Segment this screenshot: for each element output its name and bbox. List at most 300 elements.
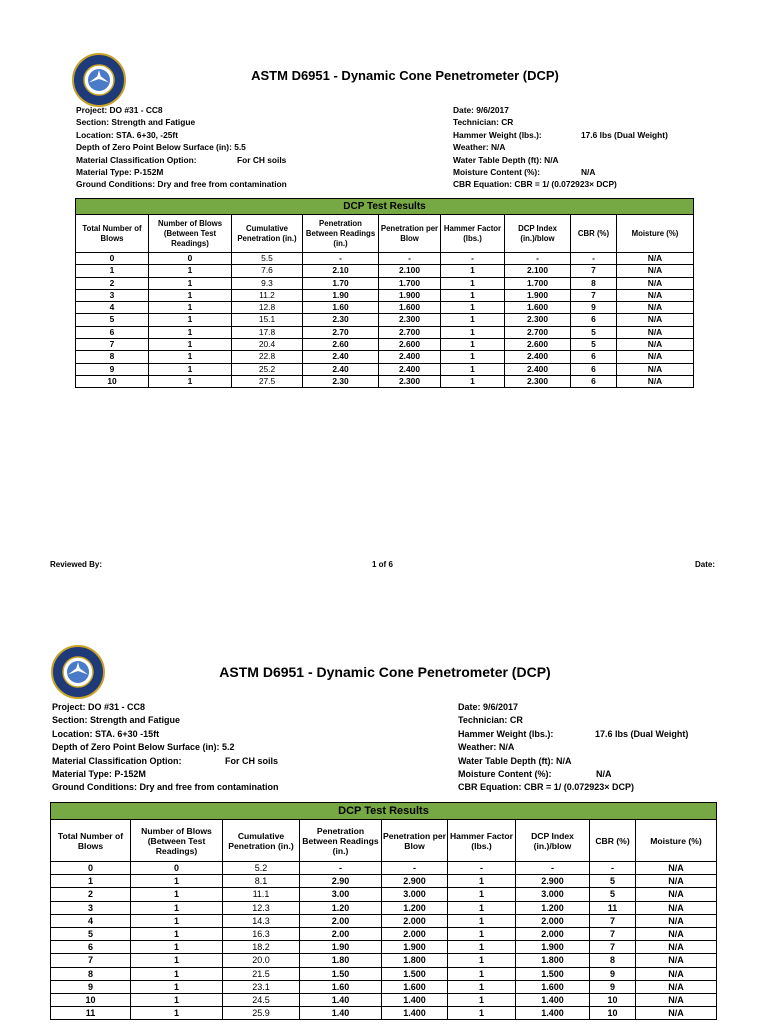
page-title: ASTM D6951 - Dynamic Cone Penetrometer (DCP) bbox=[219, 664, 551, 680]
table-row bbox=[76, 265, 694, 277]
cell-dcp-index: - bbox=[505, 253, 571, 265]
col-cbr: CBR (%) bbox=[571, 215, 617, 253]
project-info-right bbox=[453, 104, 668, 191]
cell-cbr: 6 bbox=[571, 351, 617, 363]
cell-moisture: N/A bbox=[636, 888, 717, 901]
cell-cbr: 5 bbox=[571, 339, 617, 351]
cell-hammer-factor: 1 bbox=[441, 326, 505, 338]
cell-hammer-factor: 1 bbox=[441, 302, 505, 314]
cell-total-blows: 0 bbox=[76, 253, 149, 265]
cell-cumulative-penetration: 21.5 bbox=[223, 967, 300, 980]
cell-penetration-between: 1.50 bbox=[300, 967, 382, 980]
cell-moisture: N/A bbox=[617, 326, 694, 338]
cell-penetration-per-blow: 2.600 bbox=[379, 339, 441, 351]
cell-total-blows: 6 bbox=[76, 326, 149, 338]
location-line: Location: STA. 6+30, -25ft bbox=[76, 129, 178, 140]
cell-hammer-factor: 1 bbox=[441, 314, 505, 326]
table-body bbox=[51, 862, 717, 1020]
cell-blows-between: 1 bbox=[131, 1007, 223, 1020]
cell-cbr: 7 bbox=[571, 289, 617, 301]
cell-penetration-between: 3.00 bbox=[300, 888, 382, 901]
cell-penetration-per-blow: 1.600 bbox=[379, 302, 441, 314]
cell-cbr: 7 bbox=[590, 928, 636, 941]
cell-cbr: 7 bbox=[571, 265, 617, 277]
cell-hammer-factor: 1 bbox=[441, 339, 505, 351]
table-row bbox=[76, 314, 694, 326]
table-row bbox=[76, 351, 694, 363]
location-line: Location: STA. 6+30 -15ft bbox=[52, 728, 160, 739]
cell-penetration-per-blow: 2.000 bbox=[382, 928, 448, 941]
cell-total-blows: 2 bbox=[51, 888, 131, 901]
cell-cbr: 5 bbox=[590, 888, 636, 901]
material-class-line: Material Classification Option: bbox=[52, 755, 182, 766]
report-page-2 bbox=[0, 600, 768, 1024]
cell-blows-between: 1 bbox=[149, 277, 232, 289]
cell-cumulative-penetration: 27.5 bbox=[232, 375, 303, 387]
table-row bbox=[51, 1007, 717, 1020]
section-line: Section: Strength and Fatigue bbox=[52, 715, 181, 726]
cell-dcp-index: 1.600 bbox=[505, 302, 571, 314]
cell-penetration-per-blow: 1.900 bbox=[379, 289, 441, 301]
material-class-value: For CH soils bbox=[237, 154, 287, 165]
cell-cumulative-penetration: 5.2 bbox=[223, 862, 300, 875]
cbr-equation-line: CBR Equation: CBR = 1/ (0.072923× DCP) bbox=[453, 179, 617, 190]
technician-line: Technician: CR bbox=[458, 715, 523, 726]
cell-cumulative-penetration: 25.9 bbox=[223, 1007, 300, 1020]
cell-cumulative-penetration: 8.1 bbox=[223, 875, 300, 888]
table-row bbox=[76, 339, 694, 351]
cell-cbr: 5 bbox=[590, 875, 636, 888]
cell-blows-between: 1 bbox=[131, 888, 223, 901]
cell-blows-between: 1 bbox=[131, 875, 223, 888]
cell-penetration-per-blow: 2.000 bbox=[382, 914, 448, 927]
col-dcp-index: DCP Index (in.)/blow bbox=[505, 215, 571, 253]
cell-total-blows: 8 bbox=[76, 351, 149, 363]
cell-dcp-index: 3.000 bbox=[516, 888, 590, 901]
cell-blows-between: 1 bbox=[131, 941, 223, 954]
col-cumulative-penetration: Cumulative Penetration (in.) bbox=[223, 820, 300, 862]
cell-dcp-index: 2.000 bbox=[516, 928, 590, 941]
cell-blows-between: 1 bbox=[131, 967, 223, 980]
cell-blows-between: 1 bbox=[131, 914, 223, 927]
section-line: Section: Strength and Fatigue bbox=[76, 117, 196, 128]
cell-cbr: 5 bbox=[571, 326, 617, 338]
cell-cbr: 6 bbox=[571, 375, 617, 387]
col-moisture: Moisture (%) bbox=[636, 820, 717, 862]
cell-cumulative-penetration: 16.3 bbox=[223, 928, 300, 941]
cell-hammer-factor: - bbox=[448, 862, 516, 875]
cell-moisture: N/A bbox=[617, 363, 694, 375]
hammer-weight-line: Hammer Weight (lbs.): bbox=[458, 728, 554, 739]
cell-dcp-index: 1.400 bbox=[516, 994, 590, 1007]
cell-dcp-index: 2.900 bbox=[516, 875, 590, 888]
cbr-equation-line: CBR Equation: CBR = 1/ (0.072923× DCP) bbox=[458, 782, 635, 793]
cell-dcp-index: 2.000 bbox=[516, 914, 590, 927]
cell-moisture: N/A bbox=[636, 928, 717, 941]
dcp-results-table bbox=[75, 198, 694, 388]
cell-penetration-per-blow: 2.100 bbox=[379, 265, 441, 277]
cell-penetration-between: - bbox=[300, 862, 382, 875]
cell-total-blows: 4 bbox=[76, 302, 149, 314]
cell-penetration-between: - bbox=[303, 253, 379, 265]
cell-cumulative-penetration: 7.6 bbox=[232, 265, 303, 277]
cell-hammer-factor: 1 bbox=[448, 980, 516, 993]
cell-dcp-index: 1.500 bbox=[516, 967, 590, 980]
project-line: Project: DO #31 - CC8 bbox=[76, 105, 163, 115]
cell-penetration-between: 2.70 bbox=[303, 326, 379, 338]
project-info-left bbox=[52, 701, 279, 795]
cell-cumulative-penetration: 25.2 bbox=[232, 363, 303, 375]
cell-total-blows: 2 bbox=[76, 277, 149, 289]
moisture-content-value: N/A bbox=[581, 167, 596, 177]
cell-total-blows: 5 bbox=[51, 928, 131, 941]
weather-line: Weather: N/A bbox=[453, 142, 506, 153]
cell-hammer-factor: 1 bbox=[448, 1007, 516, 1020]
cell-total-blows: 8 bbox=[51, 967, 131, 980]
col-penetration-between: Penetration Between Readings (in.) bbox=[303, 215, 379, 253]
cell-moisture: N/A bbox=[617, 289, 694, 301]
cell-total-blows: 10 bbox=[76, 375, 149, 387]
cell-moisture: N/A bbox=[636, 901, 717, 914]
reviewed-by-label: Reviewed By: bbox=[50, 560, 103, 569]
table-body bbox=[76, 253, 694, 388]
cell-cumulative-penetration: 12.8 bbox=[232, 302, 303, 314]
cell-blows-between: 1 bbox=[131, 901, 223, 914]
table-row bbox=[51, 888, 717, 901]
cell-cumulative-penetration: 5.5 bbox=[232, 253, 303, 265]
cell-moisture: N/A bbox=[636, 941, 717, 954]
cell-blows-between: 0 bbox=[131, 862, 223, 875]
cell-penetration-between: 1.60 bbox=[303, 302, 379, 314]
page-number: 1 of 6 bbox=[372, 560, 393, 569]
col-dcp-index: DCP Index (in.)/blow bbox=[516, 820, 590, 862]
cell-penetration-between: 1.40 bbox=[300, 1007, 382, 1020]
table-title: DCP Test Results bbox=[51, 803, 717, 820]
cell-total-blows: 9 bbox=[76, 363, 149, 375]
moisture-content-value: N/A bbox=[596, 769, 612, 779]
table-row bbox=[76, 375, 694, 387]
weather-line: Weather: N/A bbox=[458, 742, 515, 753]
cell-cbr: 10 bbox=[590, 994, 636, 1007]
material-class-value: For CH soils bbox=[225, 755, 279, 766]
cell-hammer-factor: - bbox=[441, 253, 505, 265]
cell-penetration-between: 2.00 bbox=[300, 914, 382, 927]
cell-dcp-index: 1.900 bbox=[516, 941, 590, 954]
project-info-right bbox=[458, 701, 689, 795]
table-row bbox=[51, 967, 717, 980]
date-label: Date: bbox=[695, 560, 716, 569]
cell-penetration-between: 2.40 bbox=[303, 363, 379, 375]
cell-dcp-index: 1.200 bbox=[516, 901, 590, 914]
cell-penetration-between: 1.40 bbox=[300, 994, 382, 1007]
cell-dcp-index: 1.800 bbox=[516, 954, 590, 967]
cell-hammer-factor: 1 bbox=[448, 954, 516, 967]
cell-penetration-per-blow: 2.700 bbox=[379, 326, 441, 338]
col-hammer-factor: Hammer Factor (lbs.) bbox=[441, 215, 505, 253]
cell-cbr: 7 bbox=[590, 914, 636, 927]
cell-blows-between: 1 bbox=[149, 314, 232, 326]
table-row bbox=[76, 302, 694, 314]
cell-cbr: 8 bbox=[590, 954, 636, 967]
table-row bbox=[51, 875, 717, 888]
col-penetration-per-blow: Penetration per Blow bbox=[379, 215, 441, 253]
table-title: DCP Test Results bbox=[76, 199, 694, 215]
faa-seal-icon bbox=[51, 645, 105, 699]
cell-penetration-per-blow: 1.800 bbox=[382, 954, 448, 967]
cell-total-blows: 1 bbox=[51, 875, 131, 888]
depth-line: Depth of Zero Point Below Surface (in): 5.5 bbox=[76, 142, 246, 153]
cell-moisture: N/A bbox=[636, 967, 717, 980]
cell-hammer-factor: 1 bbox=[448, 941, 516, 954]
cell-moisture: N/A bbox=[617, 253, 694, 265]
cell-moisture: N/A bbox=[617, 265, 694, 277]
cell-cbr: 6 bbox=[571, 363, 617, 375]
cell-total-blows: 11 bbox=[51, 1007, 131, 1020]
table-row bbox=[51, 901, 717, 914]
cell-total-blows: 1 bbox=[76, 265, 149, 277]
faa-seal-icon bbox=[72, 53, 126, 107]
cell-cbr: - bbox=[590, 862, 636, 875]
col-penetration-per-blow: Penetration per Blow bbox=[382, 820, 448, 862]
cell-penetration-between: 2.40 bbox=[303, 351, 379, 363]
cell-penetration-between: 1.90 bbox=[303, 289, 379, 301]
cell-penetration-per-blow: 1.600 bbox=[382, 980, 448, 993]
project-info-left bbox=[76, 104, 287, 191]
cell-cbr: 9 bbox=[590, 967, 636, 980]
cell-moisture: N/A bbox=[636, 875, 717, 888]
cell-penetration-per-blow: 2.400 bbox=[379, 351, 441, 363]
cell-dcp-index: 1.700 bbox=[505, 277, 571, 289]
cell-penetration-between: 1.70 bbox=[303, 277, 379, 289]
material-type-line: Material Type: P-152M bbox=[76, 166, 164, 177]
dcp-results-table bbox=[50, 802, 717, 1020]
cell-moisture: N/A bbox=[617, 375, 694, 387]
cell-cbr: 11 bbox=[590, 901, 636, 914]
cell-cumulative-penetration: 9.3 bbox=[232, 277, 303, 289]
cell-cbr: 10 bbox=[590, 1007, 636, 1020]
cell-blows-between: 1 bbox=[149, 339, 232, 351]
table-row bbox=[51, 994, 717, 1007]
hammer-weight-value: 17.6 lbs (Dual Weight) bbox=[595, 728, 689, 739]
table-row bbox=[51, 862, 717, 875]
table-row bbox=[76, 363, 694, 375]
cell-moisture: N/A bbox=[617, 339, 694, 351]
cell-total-blows: 3 bbox=[76, 289, 149, 301]
cell-blows-between: 1 bbox=[149, 351, 232, 363]
table-row bbox=[51, 928, 717, 941]
cell-blows-between: 1 bbox=[149, 363, 232, 375]
cell-penetration-per-blow: 1.500 bbox=[382, 967, 448, 980]
page-title: ASTM D6951 - Dynamic Cone Penetrometer (DCP) bbox=[251, 68, 559, 83]
cell-penetration-between: 1.20 bbox=[300, 901, 382, 914]
cell-penetration-between: 2.30 bbox=[303, 314, 379, 326]
cell-moisture: N/A bbox=[636, 994, 717, 1007]
cell-cumulative-penetration: 23.1 bbox=[223, 980, 300, 993]
material-class-line: Material Classification Option: bbox=[76, 154, 197, 165]
cell-cbr: 9 bbox=[590, 980, 636, 993]
cell-cumulative-penetration: 22.8 bbox=[232, 351, 303, 363]
date-line: Date: 9/6/2017 bbox=[458, 702, 519, 712]
table-row bbox=[51, 914, 717, 927]
depth-line: Depth of Zero Point Below Surface (in): 5.2 bbox=[52, 742, 235, 753]
cell-penetration-between: 2.10 bbox=[303, 265, 379, 277]
cell-cbr: 8 bbox=[571, 277, 617, 289]
cell-hammer-factor: 1 bbox=[441, 265, 505, 277]
col-cbr: CBR (%) bbox=[590, 820, 636, 862]
cell-total-blows: 0 bbox=[51, 862, 131, 875]
cell-dcp-index: 2.300 bbox=[505, 375, 571, 387]
cell-hammer-factor: 1 bbox=[448, 888, 516, 901]
cell-blows-between: 1 bbox=[131, 954, 223, 967]
cell-total-blows: 6 bbox=[51, 941, 131, 954]
col-blows-between: Number of Blows (Between Test Readings) bbox=[131, 820, 223, 862]
cell-cumulative-penetration: 11.1 bbox=[223, 888, 300, 901]
cell-penetration-per-blow: 3.000 bbox=[382, 888, 448, 901]
cell-dcp-index: 2.300 bbox=[505, 314, 571, 326]
moisture-content-line: Moisture Content (%): bbox=[453, 166, 540, 177]
date-line: Date: 9/6/2017 bbox=[453, 105, 509, 115]
cell-penetration-per-blow: - bbox=[379, 253, 441, 265]
cell-blows-between: 0 bbox=[149, 253, 232, 265]
cell-dcp-index: 2.400 bbox=[505, 363, 571, 375]
cell-hammer-factor: 1 bbox=[448, 967, 516, 980]
cell-cumulative-penetration: 15.1 bbox=[232, 314, 303, 326]
cell-penetration-between: 1.80 bbox=[300, 954, 382, 967]
table-row bbox=[76, 326, 694, 338]
cell-blows-between: 1 bbox=[149, 375, 232, 387]
cell-moisture: N/A bbox=[617, 314, 694, 326]
table-row bbox=[76, 253, 694, 265]
cell-blows-between: 1 bbox=[149, 289, 232, 301]
water-table-line: Water Table Depth (ft): N/A bbox=[453, 154, 559, 165]
cell-dcp-index: 1.400 bbox=[516, 1007, 590, 1020]
cell-moisture: N/A bbox=[617, 351, 694, 363]
col-hammer-factor: Hammer Factor (lbs.) bbox=[448, 820, 516, 862]
cell-moisture: N/A bbox=[636, 980, 717, 993]
cell-cbr: 7 bbox=[590, 941, 636, 954]
table-row bbox=[76, 289, 694, 301]
table-row bbox=[51, 954, 717, 967]
col-moisture: Moisture (%) bbox=[617, 215, 694, 253]
cell-moisture: N/A bbox=[636, 862, 717, 875]
cell-moisture: N/A bbox=[617, 302, 694, 314]
col-cumulative-penetration: Cumulative Penetration (in.) bbox=[232, 215, 303, 253]
cell-hammer-factor: 1 bbox=[448, 914, 516, 927]
cell-cumulative-penetration: 18.2 bbox=[223, 941, 300, 954]
cell-dcp-index: 2.400 bbox=[505, 351, 571, 363]
cell-total-blows: 10 bbox=[51, 994, 131, 1007]
cell-penetration-per-blow: 1.900 bbox=[382, 941, 448, 954]
technician-line: Technician: CR bbox=[453, 117, 514, 128]
cell-cbr: 9 bbox=[571, 302, 617, 314]
cell-penetration-per-blow: 1.700 bbox=[379, 277, 441, 289]
cell-blows-between: 1 bbox=[149, 326, 232, 338]
cell-hammer-factor: 1 bbox=[441, 277, 505, 289]
cell-penetration-per-blow: 2.300 bbox=[379, 314, 441, 326]
cell-blows-between: 1 bbox=[131, 994, 223, 1007]
table-row bbox=[51, 980, 717, 993]
cell-total-blows: 4 bbox=[51, 914, 131, 927]
cell-dcp-index: 2.100 bbox=[505, 265, 571, 277]
cell-dcp-index: 2.600 bbox=[505, 339, 571, 351]
cell-total-blows: 3 bbox=[51, 901, 131, 914]
cell-penetration-per-blow: 1.400 bbox=[382, 994, 448, 1007]
water-table-line: Water Table Depth (ft): N/A bbox=[458, 755, 572, 766]
cell-cumulative-penetration: 14.3 bbox=[223, 914, 300, 927]
cell-total-blows: 7 bbox=[51, 954, 131, 967]
cell-cumulative-penetration: 24.5 bbox=[223, 994, 300, 1007]
cell-hammer-factor: 1 bbox=[441, 363, 505, 375]
cell-penetration-between: 2.30 bbox=[303, 375, 379, 387]
cell-penetration-between: 2.00 bbox=[300, 928, 382, 941]
cell-blows-between: 1 bbox=[149, 265, 232, 277]
cell-total-blows: 9 bbox=[51, 980, 131, 993]
cell-cumulative-penetration: 11.2 bbox=[232, 289, 303, 301]
cell-cumulative-penetration: 20.0 bbox=[223, 954, 300, 967]
cell-moisture: N/A bbox=[636, 914, 717, 927]
cell-penetration-per-blow: 1.400 bbox=[382, 1007, 448, 1020]
cell-dcp-index: 2.700 bbox=[505, 326, 571, 338]
cell-blows-between: 1 bbox=[131, 928, 223, 941]
cell-cumulative-penetration: 17.8 bbox=[232, 326, 303, 338]
cell-cbr: 6 bbox=[571, 314, 617, 326]
cell-penetration-between: 2.60 bbox=[303, 339, 379, 351]
cell-hammer-factor: 1 bbox=[441, 375, 505, 387]
cell-cbr: - bbox=[571, 253, 617, 265]
cell-moisture: N/A bbox=[636, 954, 717, 967]
col-blows-between: Number of Blows (Between Test Readings) bbox=[149, 215, 232, 253]
ground-conditions-line: Ground Conditions: Dry and free from contamination bbox=[76, 179, 287, 190]
cell-cumulative-penetration: 20.4 bbox=[232, 339, 303, 351]
col-total-blows: Total Number of Blows bbox=[51, 820, 131, 862]
cell-dcp-index: 1.600 bbox=[516, 980, 590, 993]
cell-penetration-per-blow: 2.900 bbox=[382, 875, 448, 888]
cell-penetration-per-blow: 1.200 bbox=[382, 901, 448, 914]
cell-penetration-between: 2.90 bbox=[300, 875, 382, 888]
cell-hammer-factor: 1 bbox=[448, 875, 516, 888]
material-type-line: Material Type: P-152M bbox=[52, 768, 146, 779]
col-total-blows: Total Number of Blows bbox=[76, 215, 149, 253]
cell-hammer-factor: 1 bbox=[441, 289, 505, 301]
cell-moisture: N/A bbox=[617, 277, 694, 289]
cell-total-blows: 5 bbox=[76, 314, 149, 326]
cell-dcp-index: 1.900 bbox=[505, 289, 571, 301]
ground-conditions-line: Ground Conditions: Dry and free from contamination bbox=[52, 782, 279, 793]
hammer-weight-value: 17.6 lbs (Dual Weight) bbox=[581, 129, 668, 140]
moisture-content-line: Moisture Content (%): bbox=[458, 768, 552, 779]
cell-penetration-between: 1.90 bbox=[300, 941, 382, 954]
hammer-weight-line: Hammer Weight (lbs.): bbox=[453, 129, 542, 140]
project-line: Project: DO #31 - CC8 bbox=[52, 702, 146, 712]
cell-hammer-factor: 1 bbox=[448, 928, 516, 941]
cell-blows-between: 1 bbox=[131, 980, 223, 993]
table-row bbox=[76, 277, 694, 289]
cell-total-blows: 7 bbox=[76, 339, 149, 351]
col-penetration-between: Penetration Between Readings (in.) bbox=[300, 820, 382, 862]
cell-penetration-per-blow: 2.400 bbox=[379, 363, 441, 375]
cell-dcp-index: - bbox=[516, 862, 590, 875]
cell-penetration-per-blow: - bbox=[382, 862, 448, 875]
cell-hammer-factor: 1 bbox=[448, 901, 516, 914]
cell-blows-between: 1 bbox=[149, 302, 232, 314]
cell-penetration-between: 1.60 bbox=[300, 980, 382, 993]
cell-hammer-factor: 1 bbox=[448, 994, 516, 1007]
cell-hammer-factor: 1 bbox=[441, 351, 505, 363]
cell-penetration-per-blow: 2.300 bbox=[379, 375, 441, 387]
table-row bbox=[51, 941, 717, 954]
cell-moisture: N/A bbox=[636, 1007, 717, 1020]
cell-cumulative-penetration: 12.3 bbox=[223, 901, 300, 914]
